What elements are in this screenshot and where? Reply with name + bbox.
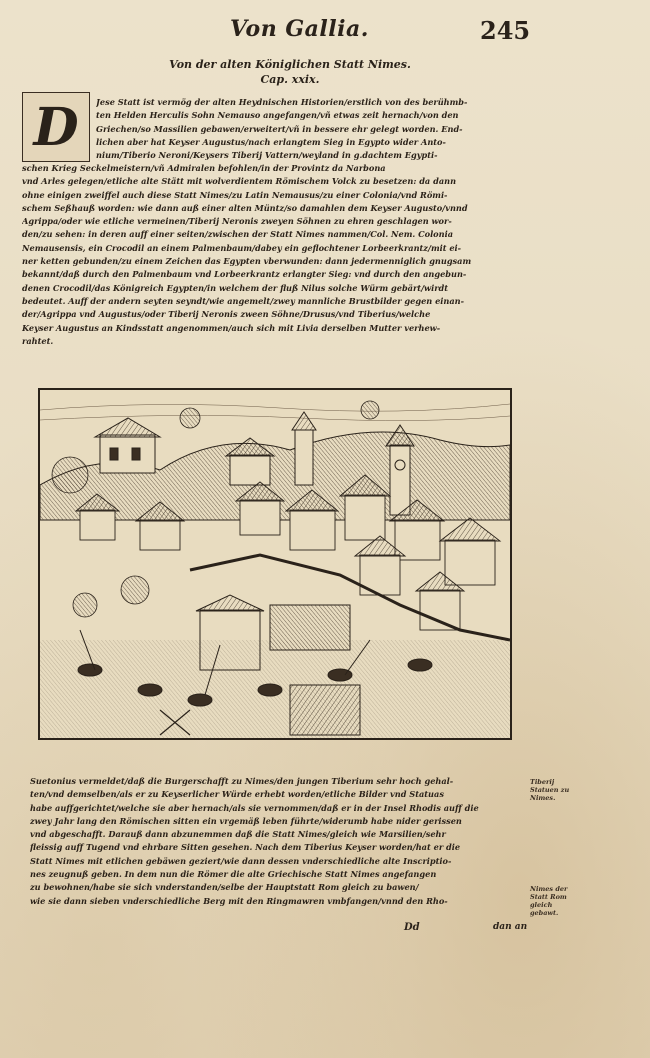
text-line: nes zeugnuß geben. In dem nun die Römer die alte Griechische Statt Nimes angefangen	[30, 869, 437, 880]
text-line: zwey Jahr lang den Römischen sitten ein vrgemäß leben führte/widerumb habe nider gerissen	[30, 815, 462, 826]
text-line: lichen aber hat Keyser Augustus/nach erlangtem Sieg in Egypto wider Anto-	[96, 136, 446, 147]
text-line: ten Helden Herculis Sohn Nemauso angefangen/vñ etwas zeit hernach/von den	[96, 110, 459, 121]
paragraph-2	[30, 775, 525, 908]
margin-note-rome: Nimes der Statt Rom gleich gebawt.	[530, 885, 568, 917]
text-line: Statt Nimes mit etlichen gebäwen geziert/wie dann dessen vnderschiedliche alte Inscriptio-	[30, 855, 452, 866]
ground-hatching	[40, 640, 510, 738]
paragraph-1-opening	[96, 96, 522, 162]
decorated-initial: D	[22, 92, 90, 162]
text-line: Suetonius vermeldet/daß die Burgerschafft zu Nimes/den jungen Tiberium sehr hoch gehal-	[30, 776, 454, 786]
text-line: bekannt/daß durch den Palmenbaum vnd Lorbeerkrantz erlangter Sieg: vnd durch den angebun-	[22, 269, 467, 280]
text-line: vnd Arles gelegen/etliche alte Stätt mit wolverdientem Römischem Volck zu besetzen: da dann	[22, 176, 457, 187]
text-line: rahtet.	[22, 335, 54, 346]
woodcut-illustration	[38, 388, 512, 740]
catchword: dan an	[493, 922, 528, 932]
text-line: fleissig auff Tugend vnd ehrbare Sitten gesehen. Nach dem Tiberius Keyser worden/hat er die	[30, 842, 461, 853]
text-line: den/zu sehen: in deren auff einer seiten/zwischen der Statt Nimes nammen/Col. Nem. Colonia	[22, 229, 454, 240]
text-line: ner ketten gebunden/zu einem Zeichen das Egypten vberwunden: dann jedermenniglich gnugsam	[22, 256, 472, 267]
text-line: nium/Tiberio Neroni/Keysers Tiberij Vattern/weyland in g.dachtem Egypti-	[96, 150, 438, 161]
signature-mark: Dd	[404, 922, 420, 933]
text-line: Jese Statt ist vermög der alten Heydnischen Historien/erstlich von des berühmb-	[96, 97, 468, 107]
text-line: zu bewohnen/habe sie sich vnderstanden/selbe der Hauptstatt Rom gleich zu bawen/	[30, 882, 419, 893]
text-line: Agrippa/oder wie etliche vermeinen/Tiberij Neronis zweyen Söhnen zu ehren geschlagen wor-	[22, 216, 452, 227]
text-line: denen Crocodil/das Königreich Egypten/in welchem der fluß Nilus solche Würm gebärt/wirdt	[22, 282, 449, 293]
chapter-number: Cap. xxix.	[260, 73, 320, 86]
text-line: schem Seßhauß worden: wie dann auß einer alten Müntz/so damahlen dem Keyser Augusto/vnnd	[22, 202, 468, 213]
text-line: Keyser Augustus an Kindsstatt angenommen/auch sich mit Livia derselben Mutter verhew-	[22, 322, 441, 333]
text-line: wie sie dann sieben vnderschiedliche Berg mit den Ringmawren vmbfangen/vnnd den Rho-	[30, 895, 448, 906]
chapter-heading: Von der alten Königlichen Statt Nimes.	[169, 58, 411, 71]
paragraph-1-body	[22, 162, 522, 348]
margin-note-tiberius: Tiberij Statuen zu Nimes.	[530, 778, 570, 802]
text-line: vnd abgeschafft. Darauß dann abzunemmen daß die Statt Nimes/gleich wie Marsilien/sehr	[30, 829, 446, 840]
text-line: habe auffgerichtet/welche sie aber hernach/als sie vernommen/daß er in der Insel Rhodis auff die	[30, 802, 479, 813]
text-line: Griechen/so Massilien gebawen/erweitert/vñ in bessere ehr gelegt worden. End-	[96, 123, 463, 134]
text-line: Nemausensis, ein Crocodil an einem Palmenbaum/dabey ein geflochtener Lorbeerkrantz/mit ei-	[22, 242, 462, 253]
text-line: der/Agrippa vnd Augustus/oder Tiberij Neronis zween Söhne/Drusus/vnd Tiberius/welche	[22, 309, 431, 320]
text-line: ten/vnd demselben/als er zu Keyserlicher Würde erhebt worden/etliche Bilder vnd Statuas	[30, 789, 444, 800]
text-line: bedeutet. Auff der andern seyten seyndt/wie angemelt/zwey mannliche Brustbilder gegen einan-	[22, 295, 465, 306]
text-line: schen Krieg Seckelmeistern/vñ Admiralen befohlen/in der Provintz da Narbona	[22, 163, 386, 173]
running-title: Von Gallia.	[230, 16, 369, 42]
text-line: ohne einigen zweiffel auch diese Statt Nimes/zu Latin Nemausus/zu einer Colonia/vnd Römi-	[22, 189, 448, 200]
page-number: 245	[480, 16, 531, 45]
